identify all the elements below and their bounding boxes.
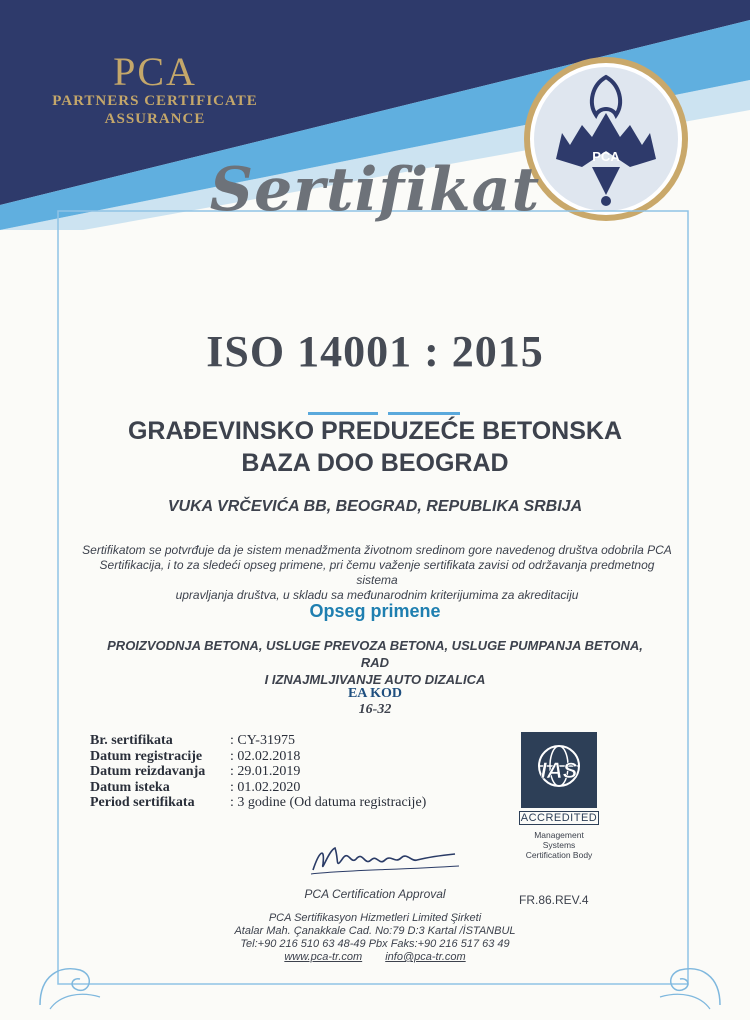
statement-line3: upravljanja društva, u skladu sa međunarodnim kriterijumima za akreditaciju bbox=[175, 588, 579, 602]
ias-accreditation-mark bbox=[519, 732, 599, 860]
company-name-line2: BAZA DOO BEOGRAD bbox=[241, 449, 509, 477]
pca-subtitle-line1: PARTNERS CERTIFICATE bbox=[52, 93, 258, 109]
certification-statement bbox=[82, 543, 672, 603]
accreditation-subtitle bbox=[519, 830, 599, 860]
email-link[interactable]: info@pca-tr.com bbox=[385, 951, 466, 963]
company-name-line1: GRAĐEVINSKO PREDUZEĆE BETONSKA bbox=[127, 417, 623, 445]
pca-logo-text: PCA bbox=[113, 49, 197, 94]
detail-row bbox=[90, 749, 440, 765]
certificate-details bbox=[90, 733, 440, 811]
statement-line1: Sertifikatom se potvrđuje da je sistem menadžmenta životnom sredinom gore navedenog društva odobrila PCA bbox=[82, 543, 672, 557]
footer-phone: Tel:+90 216 510 63 48-49 Pbx Faks:+90 216 517 63 49 bbox=[240, 938, 510, 950]
detail-label: Period sertifikata bbox=[90, 795, 195, 810]
statement-line2: Sertifikacija, i to za sledeći opseg primene, pri čemu važenje sertifikata zavisi od održavanja predmetnog sistema bbox=[99, 558, 655, 587]
approval-label: PCA Certification Approval bbox=[304, 887, 446, 901]
website-link[interactable]: www.pca-tr.com bbox=[284, 951, 363, 963]
accreditation-sub-line3: Certification Body bbox=[525, 850, 593, 860]
signature bbox=[305, 840, 465, 880]
footer-address: Atalar Mah. Çanakkale Cad. No:79 D:3 Kartal /İSTANBUL bbox=[234, 925, 516, 937]
detail-value: : 02.02.2018 bbox=[230, 748, 301, 764]
ea-code-value: 16-32 bbox=[358, 702, 392, 717]
accredited-label: ACCREDITED bbox=[520, 812, 598, 824]
detail-label: Datum reizdavanja bbox=[90, 764, 206, 779]
scope-text bbox=[95, 637, 655, 688]
ias-logo-text: IAS bbox=[540, 758, 578, 783]
detail-label: Datum isteka bbox=[90, 779, 170, 795]
detail-row bbox=[90, 733, 440, 749]
seal-text: PCA bbox=[592, 149, 620, 164]
detail-label: Br. sertifikata bbox=[90, 733, 173, 748]
corner-ornament-icon bbox=[30, 945, 120, 1015]
detail-value: : 01.02.2020 bbox=[230, 779, 301, 795]
detail-label: Datum registracije bbox=[90, 748, 203, 764]
certificate-title: Sertifikat bbox=[209, 155, 541, 225]
detail-row bbox=[90, 780, 440, 796]
detail-row bbox=[90, 764, 440, 780]
accreditation-sub-line1: Management bbox=[534, 830, 584, 840]
scope-heading: Opseg primene bbox=[309, 601, 441, 621]
scope-line1: PROIZVODNJA BETONA, USLUGE PREVOZA BETONA, USLUGE PUMPANJA BETONA, RAD bbox=[107, 638, 643, 670]
pca-subtitle-line2: ASSURANCE bbox=[104, 111, 206, 127]
detail-value: : 3 godine (Od datuma registracije) bbox=[230, 795, 427, 810]
corner-ornament-icon bbox=[640, 945, 730, 1015]
company-name bbox=[60, 415, 690, 479]
form-reference: FR.86.REV.4 bbox=[519, 893, 589, 907]
ias-logo-icon bbox=[521, 732, 597, 808]
detail-value: : 29.01.2019 bbox=[230, 764, 301, 779]
company-address: VUKA VRČEVIĆA BB, BEOGRAD, REPUBLIKA SRBIJA bbox=[167, 498, 583, 515]
pca-brand-logo bbox=[40, 49, 270, 128]
scope-line2: I IZNAJMLJIVANJE AUTO DIZALICA bbox=[264, 672, 486, 687]
footer-company: PCA Sertifikasyon Hizmetleri Limited Şirketi bbox=[268, 912, 482, 924]
detail-value: : CY-31975 bbox=[230, 733, 295, 748]
ea-code-label: EA KOD bbox=[347, 686, 403, 701]
accreditation-sub-line2: Systems bbox=[542, 840, 576, 850]
iso-standard: ISO 14001 : 2015 bbox=[206, 327, 544, 376]
detail-row bbox=[90, 795, 440, 811]
